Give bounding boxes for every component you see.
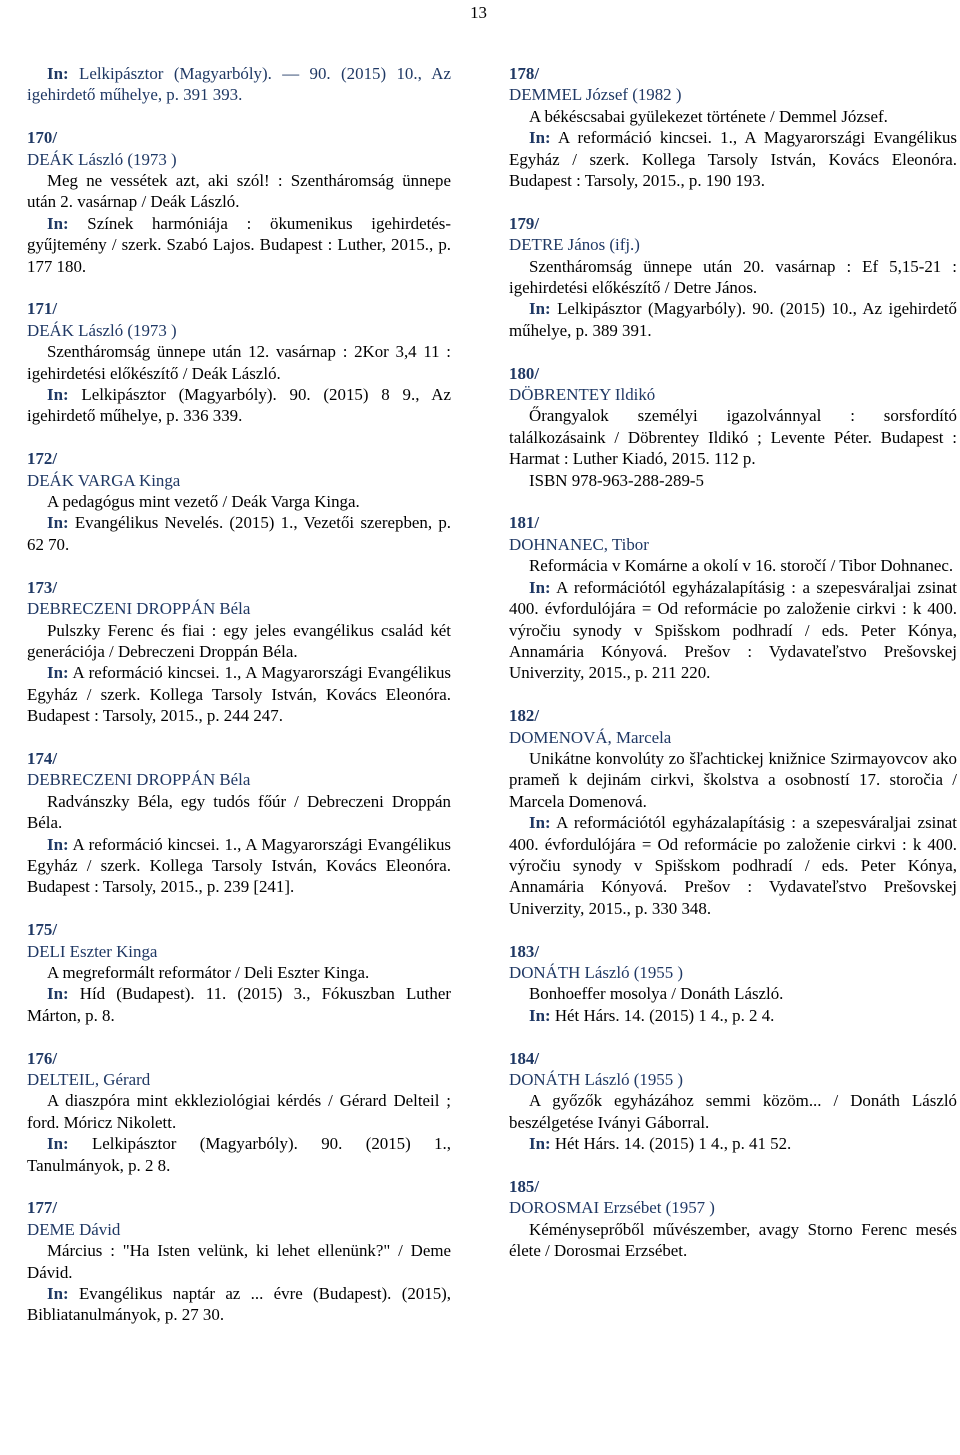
entry-source [27, 1283, 451, 1326]
bibliography-entry [509, 512, 957, 683]
entry-title: Radvánszky Béla, egy tudós főúr / Debreczeni Droppán Béla. [27, 791, 451, 833]
in-label: In: [47, 1284, 69, 1304]
entry-number: 170/ [27, 128, 58, 148]
entry-source [27, 662, 451, 726]
entry-title: Meg ne vessétek azt, aki szól! : Szentháromság ünnepe után 2. vasárnap / Deák László. [27, 171, 451, 212]
bibliography-entry [509, 1048, 957, 1155]
entry-title: Őrangyalok személyi igazolvánnyal : sorsfordító találkozásaink / Döbrentey Ildikó ; Levente Péter. Budapest : Harmat : Luther Kiadó, 2015. 112 p. [509, 406, 957, 469]
in-label: In: [529, 299, 551, 319]
source-text: A reformációtól egyházalapításig : a szepesváraljai zsinat 400. évfordulójára = Od reformácie po založenie cirkvi : k 400. výročiu synody v Spišskom podhradí / eds. Peter Kónya, Annamária Kónyová. Prešov : Vydavateľstvo Prešovskej Univerzity, 2015., p. 330 348. [509, 813, 957, 918]
entry-author: DOHNANEC, Tibor [509, 534, 649, 554]
entry-author: DEÁK VARGA Kinga [27, 470, 181, 490]
entry-author: DEMMEL József (1982 ) [509, 85, 682, 105]
entry-source [509, 298, 957, 341]
entry-author: DÖBRENTEY Ildikó [509, 385, 656, 405]
entry-source [509, 1133, 957, 1154]
entry-title: Szentháromság ünnepe után 12. vasárnap : 2Kor 3,4 11 : igehirdetési előkészítő / Deák László. [27, 342, 451, 383]
entry-number: 181/ [509, 513, 540, 533]
bibliography-entry [509, 63, 957, 191]
entry-number: 178/ [509, 64, 540, 83]
entry-number: 185/ [509, 1177, 540, 1197]
source-text: A reformáció kincsei. 1., A Magyarországi Evangélikus Egyház / szerk. Kollega Tarsoly István, Kovács Eleonóra. Budapest : Tarsoly, 2015., p. 190 193. [509, 128, 957, 191]
bibliography-entry [509, 705, 957, 919]
entry-source [27, 213, 451, 277]
entry-author: DELI Eszter Kinga [27, 941, 158, 961]
entry-title: Március : "Ha Isten velünk, ki lehet ellenünk?" / Deme Dávid. [27, 1241, 451, 1282]
in-label: In: [529, 813, 551, 833]
entry-author: DEÁK László (1973 ) [27, 320, 177, 340]
entry-title: A békéscsabai gyülekezet története / Demmel József. [529, 106, 888, 126]
entry-author: DOMENOVÁ, Marcela [509, 727, 672, 747]
entry-number: 173/ [27, 577, 58, 597]
bibliography-entry [27, 748, 451, 898]
source-text: Lelkipásztor (Magyarbóly). 90. (2015) 8 9., Az igehirdető műhelye, p. 336 339. [27, 385, 451, 426]
entry-number: 182/ [509, 706, 540, 726]
in-label: In: [47, 834, 69, 854]
bibliography-entry [27, 577, 451, 727]
entry-number: 172/ [27, 449, 58, 469]
bibliography-entry [509, 213, 957, 341]
entry-number: 179/ [509, 213, 540, 233]
lead-source: In: Lelkipásztor (Magyarbóly). ― 90. (2015) 10., Az igehirdető műhelye, p. 391 393. [27, 64, 451, 105]
entry-source [509, 1005, 957, 1026]
source-text: Híd (Budapest). 11. (2015) 3., Fókuszban Luther Márton, p. 8. [27, 984, 451, 1025]
bibliography-entry [27, 1048, 451, 1176]
left-entries [27, 127, 451, 1326]
entry-source [27, 384, 451, 427]
entry-source [509, 812, 957, 919]
in-label: In: [529, 577, 551, 597]
in-label: In: [529, 128, 551, 148]
source-text: A reformáció kincsei. 1., A Magyarországi Evangélikus Egyház / szerk. Kollega Tarsoly István, Kovács Eleonóra. Budapest : Tarsoly, 2015., p. 244 247. [27, 663, 452, 726]
entry-author: DEME Dávid [27, 1219, 121, 1239]
page-number: 13 [470, 3, 487, 22]
entry-author: DONÁTH László (1955 ) [509, 1070, 684, 1089]
entry-number: 183/ [509, 941, 540, 961]
entry-source [509, 577, 957, 684]
entry-number: 175/ [27, 920, 58, 940]
right-column [509, 63, 957, 1283]
entry-author: DETRE János (ifj.) [509, 235, 640, 255]
entry-number: 176/ [27, 1048, 58, 1068]
bibliography-entry [27, 448, 451, 555]
entry-source [27, 512, 451, 555]
source-text: Lelkipásztor (Magyarbóly). 90. (2015) 10., Az igehirdető műhelye, p. 389 391. [509, 299, 957, 340]
source-text: Evangélikus Nevelés. (2015) 1., Vezetői szerepben, p. 62 70. [27, 513, 451, 554]
entry-title: Pulszky Ferenc és fiai : egy jeles evangélikus család két generációja / Debreczeni Droppán Béla. [27, 620, 451, 661]
entry-title: Reformácia v Komárne a okolí v 16. storočí / Tibor Dohnanec. [529, 556, 954, 576]
entry-source [27, 1133, 451, 1176]
in-label: In: [47, 663, 69, 683]
entry-title: A pedagógus mint vezető / Deák Varga Kinga. [47, 492, 360, 512]
in-label: In: [529, 1134, 551, 1154]
bibliography-entry [27, 298, 451, 426]
source-text: Hét Hárs. 14. (2015) 1 4., p. 2 4. [554, 1005, 775, 1025]
in-label: In: [47, 385, 69, 405]
entry-source [509, 127, 957, 191]
bibliography-entry [509, 941, 957, 1027]
in-label: In: [529, 1005, 551, 1025]
entry-author: DEÁK László (1973 ) [27, 149, 177, 169]
bibliography-entry [27, 919, 451, 1026]
in-label: In: [47, 64, 69, 83]
entry-title: A diaszpóra mint ekkleziológiai kérdés / Gérard Delteil ; ford. Móricz Nikolett. [27, 1091, 451, 1132]
source-text: A reformáció kincsei. 1., A Magyarországi Evangélikus Egyház / szerk. Kollega Tarsoly István, Kovács Eleonóra. Budapest : Tarsoly, 2015., p. 239 [241]. [27, 834, 452, 897]
left-column [27, 63, 451, 1347]
in-label: In: [47, 1134, 69, 1154]
bibliography-entry [27, 127, 451, 277]
entry-title: A megreformált reformátor / Deli Eszter Kinga. [47, 962, 370, 982]
entry-author: DEBRECZENI DROPPÁN Béla [27, 770, 251, 790]
entry-source [27, 983, 451, 1026]
entry-isbn: ISBN 978-963-288-289-5 [529, 470, 704, 490]
entry-number: 174/ [27, 748, 58, 768]
right-entries [509, 63, 957, 1262]
entry-author: DEBRECZENI DROPPÁN Béla [27, 599, 251, 619]
source-text: Színek harmóniája : ökumenikus igehirdetés-gyűjtemény / szerk. Szabó Lajos. Budapest : Luther, 2015., p. 177 180. [27, 213, 451, 276]
entry-title: Unikátne konvolúty zo šľachtickej knižnice Szirmayovcov ako prameň k dejinám cirkvi, školstva a osobností 17. storočia / Marcela Domenová. [509, 748, 957, 811]
in-label: In: [47, 513, 69, 533]
entry-source [27, 834, 451, 898]
source-text: Lelkipásztor (Magyarbóly). 90. (2015) 1., Tanulmányok, p. 2 8. [27, 1134, 451, 1175]
source-text: A reformációtól egyházalapításig : a szepesváraljai zsinat 400. évfordulójára = Od reformácie po založenie cirkvi : k 400. výročiu synody v Spišskom podhradí / eds. Peter Kónya, Annamária Kónyová. Prešov : Vydavateľstvo Prešovskej Univerzity, 2015., p. 211 220. [509, 577, 957, 683]
bibliography-entry [509, 1176, 957, 1262]
entry-number: 184/ [509, 1048, 540, 1068]
in-label: In: [47, 213, 69, 233]
source-text: Hét Hárs. 14. (2015) 1 4., p. 41 52. [554, 1134, 792, 1154]
entry-title: A győzők egyházához semmi közöm... / Donáth László beszélgetése Iványi Gáborral. [509, 1091, 957, 1132]
entry-number: 171/ [27, 299, 58, 319]
lead-continuation [27, 63, 451, 106]
source-text: Evangélikus naptár az ... évre (Budapest). (2015), Bibliatanulmányok, p. 27 30. [27, 1284, 451, 1325]
bibliography-entry [509, 363, 957, 491]
in-label: In: [47, 984, 69, 1004]
entry-author: DOROSMAI Erzsébet (1957 ) [509, 1198, 715, 1218]
entry-title: Kéményseprőből művészember, avagy Storno Ferenc mesés élete / Dorosmai Erzsébet. [509, 1219, 957, 1261]
entry-number: 180/ [509, 363, 540, 383]
entry-number: 177/ [27, 1198, 58, 1218]
entry-title: Bonhoeffer mosolya / Donáth László. [529, 984, 784, 1004]
entry-author: DELTEIL, Gérard [27, 1069, 151, 1089]
entry-title: Szentháromság ünnepe után 20. vasárnap : Ef 5,15-21 : igehirdetési előkészítő / Detre János. [509, 256, 957, 298]
bibliography-entry [27, 1197, 451, 1325]
entry-author: DONÁTH László (1955 ) [509, 962, 684, 982]
